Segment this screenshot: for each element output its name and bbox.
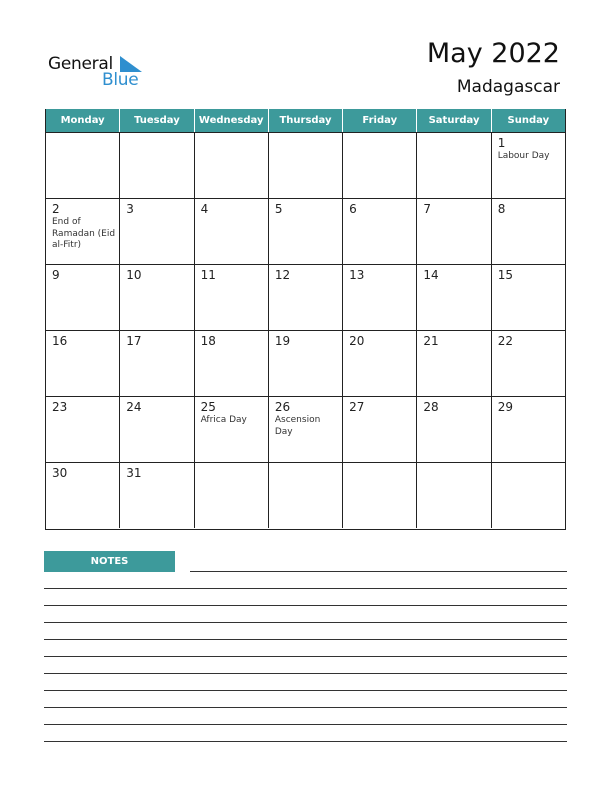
day-cell — [120, 265, 194, 330]
day-number: 26 — [274, 400, 291, 414]
notes-rule-line — [44, 588, 567, 589]
day-number: 25 — [200, 400, 216, 414]
notes-rule-line — [44, 673, 567, 674]
holiday-label: Labour Day — [497, 151, 550, 161]
weekday-header-row — [46, 109, 565, 132]
day-cell — [269, 397, 343, 462]
day-cell — [120, 397, 194, 462]
day-cell — [343, 199, 417, 264]
notes-label: NOTES — [44, 551, 175, 572]
day-cell — [492, 397, 565, 462]
logo-text-general: General — [48, 54, 113, 74]
day-number: 21 — [423, 334, 439, 348]
notes-rule-line — [44, 741, 567, 742]
weekday-thursday: Thursday — [269, 109, 343, 132]
calendar-weeks — [46, 132, 565, 528]
week-row — [46, 396, 565, 462]
holiday-label: Ascension Day — [274, 415, 321, 437]
day-number: 1 — [497, 136, 506, 150]
day-number: 6 — [349, 202, 357, 216]
day-number: 9 — [52, 268, 60, 282]
day-number: 29 — [497, 400, 513, 414]
notes-rule-line — [44, 707, 567, 708]
day-cell — [195, 199, 269, 264]
day-cell — [120, 199, 194, 264]
weekday-friday: Friday — [343, 109, 417, 132]
day-number: 19 — [274, 334, 291, 348]
day-cell — [343, 265, 417, 330]
day-cell — [269, 199, 343, 264]
calendar-grid — [45, 109, 566, 530]
day-cell — [195, 133, 269, 198]
generalblue-logo — [48, 52, 148, 92]
day-number: 10 — [126, 268, 142, 282]
weekday-wednesday: Wednesday — [195, 109, 269, 132]
day-cell — [492, 133, 565, 198]
day-number: 11 — [200, 268, 216, 282]
day-cell — [492, 199, 565, 264]
day-number: 24 — [126, 400, 142, 414]
week-row — [46, 198, 565, 264]
day-cell — [492, 331, 565, 396]
notes-rule-line — [44, 656, 567, 657]
day-number: 8 — [497, 202, 506, 216]
day-cell — [46, 331, 120, 396]
country-name: Madagascar — [456, 77, 560, 97]
day-number: 12 — [274, 268, 291, 282]
day-cell — [195, 397, 269, 462]
day-cell — [120, 331, 194, 396]
day-cell — [417, 331, 491, 396]
day-cell — [417, 199, 491, 264]
week-row — [46, 132, 565, 198]
day-cell — [417, 265, 491, 330]
weekday-sunday: Sunday — [507, 115, 550, 126]
holiday-label: Africa Day — [200, 415, 247, 425]
day-cell — [120, 463, 194, 528]
day-cell — [46, 133, 120, 198]
day-cell — [46, 199, 120, 264]
notes-rule-line — [44, 605, 567, 606]
day-cell — [343, 397, 417, 462]
day-number: 2 — [52, 202, 60, 216]
notes-rule-line — [44, 622, 567, 623]
notes-rule-line — [44, 724, 567, 725]
day-number: 5 — [274, 202, 283, 216]
day-number: 7 — [423, 202, 432, 216]
day-number: 17 — [126, 334, 142, 348]
week-row — [46, 264, 565, 330]
day-cell — [269, 265, 343, 330]
day-cell — [195, 265, 269, 330]
weekday-tuesday: Tuesday — [120, 109, 194, 132]
week-row — [46, 330, 565, 396]
day-cell — [120, 133, 194, 198]
day-cell — [492, 463, 565, 528]
day-number: 14 — [423, 268, 439, 282]
notes-rule-line — [190, 571, 567, 572]
page-title: May 2022 — [426, 38, 560, 69]
day-number: 22 — [497, 334, 513, 348]
day-cell — [195, 331, 269, 396]
notes-rule-line — [44, 639, 567, 640]
day-number: 13 — [349, 268, 365, 282]
holiday-label: End of Ramadan (Eid al-Fitr) — [52, 217, 116, 250]
day-cell — [269, 463, 343, 528]
day-number: 3 — [126, 202, 134, 216]
day-cell — [195, 463, 269, 528]
day-cell — [417, 463, 491, 528]
weekday-saturday: Saturday — [417, 109, 491, 132]
day-number: 4 — [200, 202, 209, 216]
day-cell — [46, 397, 120, 462]
logo-text-blue: Blue — [102, 70, 139, 90]
day-cell — [492, 265, 565, 330]
day-cell — [417, 397, 491, 462]
day-number: 30 — [52, 466, 68, 480]
day-number: 15 — [497, 268, 513, 282]
day-number: 31 — [126, 466, 142, 480]
day-cell — [343, 463, 417, 528]
day-number: 27 — [349, 400, 365, 414]
day-cell — [269, 133, 343, 198]
day-number: 23 — [52, 400, 68, 414]
day-number: 16 — [52, 334, 68, 348]
day-number: 28 — [423, 400, 439, 414]
day-cell — [417, 133, 491, 198]
day-cell — [343, 331, 417, 396]
day-cell — [269, 331, 343, 396]
day-number: 18 — [200, 334, 216, 348]
day-number: 20 — [349, 334, 365, 348]
day-cell — [46, 463, 120, 528]
weekday-monday: Monday — [46, 109, 120, 132]
day-cell — [46, 265, 120, 330]
day-cell — [343, 133, 417, 198]
notes-rule-line — [44, 690, 567, 691]
week-row — [46, 462, 565, 528]
